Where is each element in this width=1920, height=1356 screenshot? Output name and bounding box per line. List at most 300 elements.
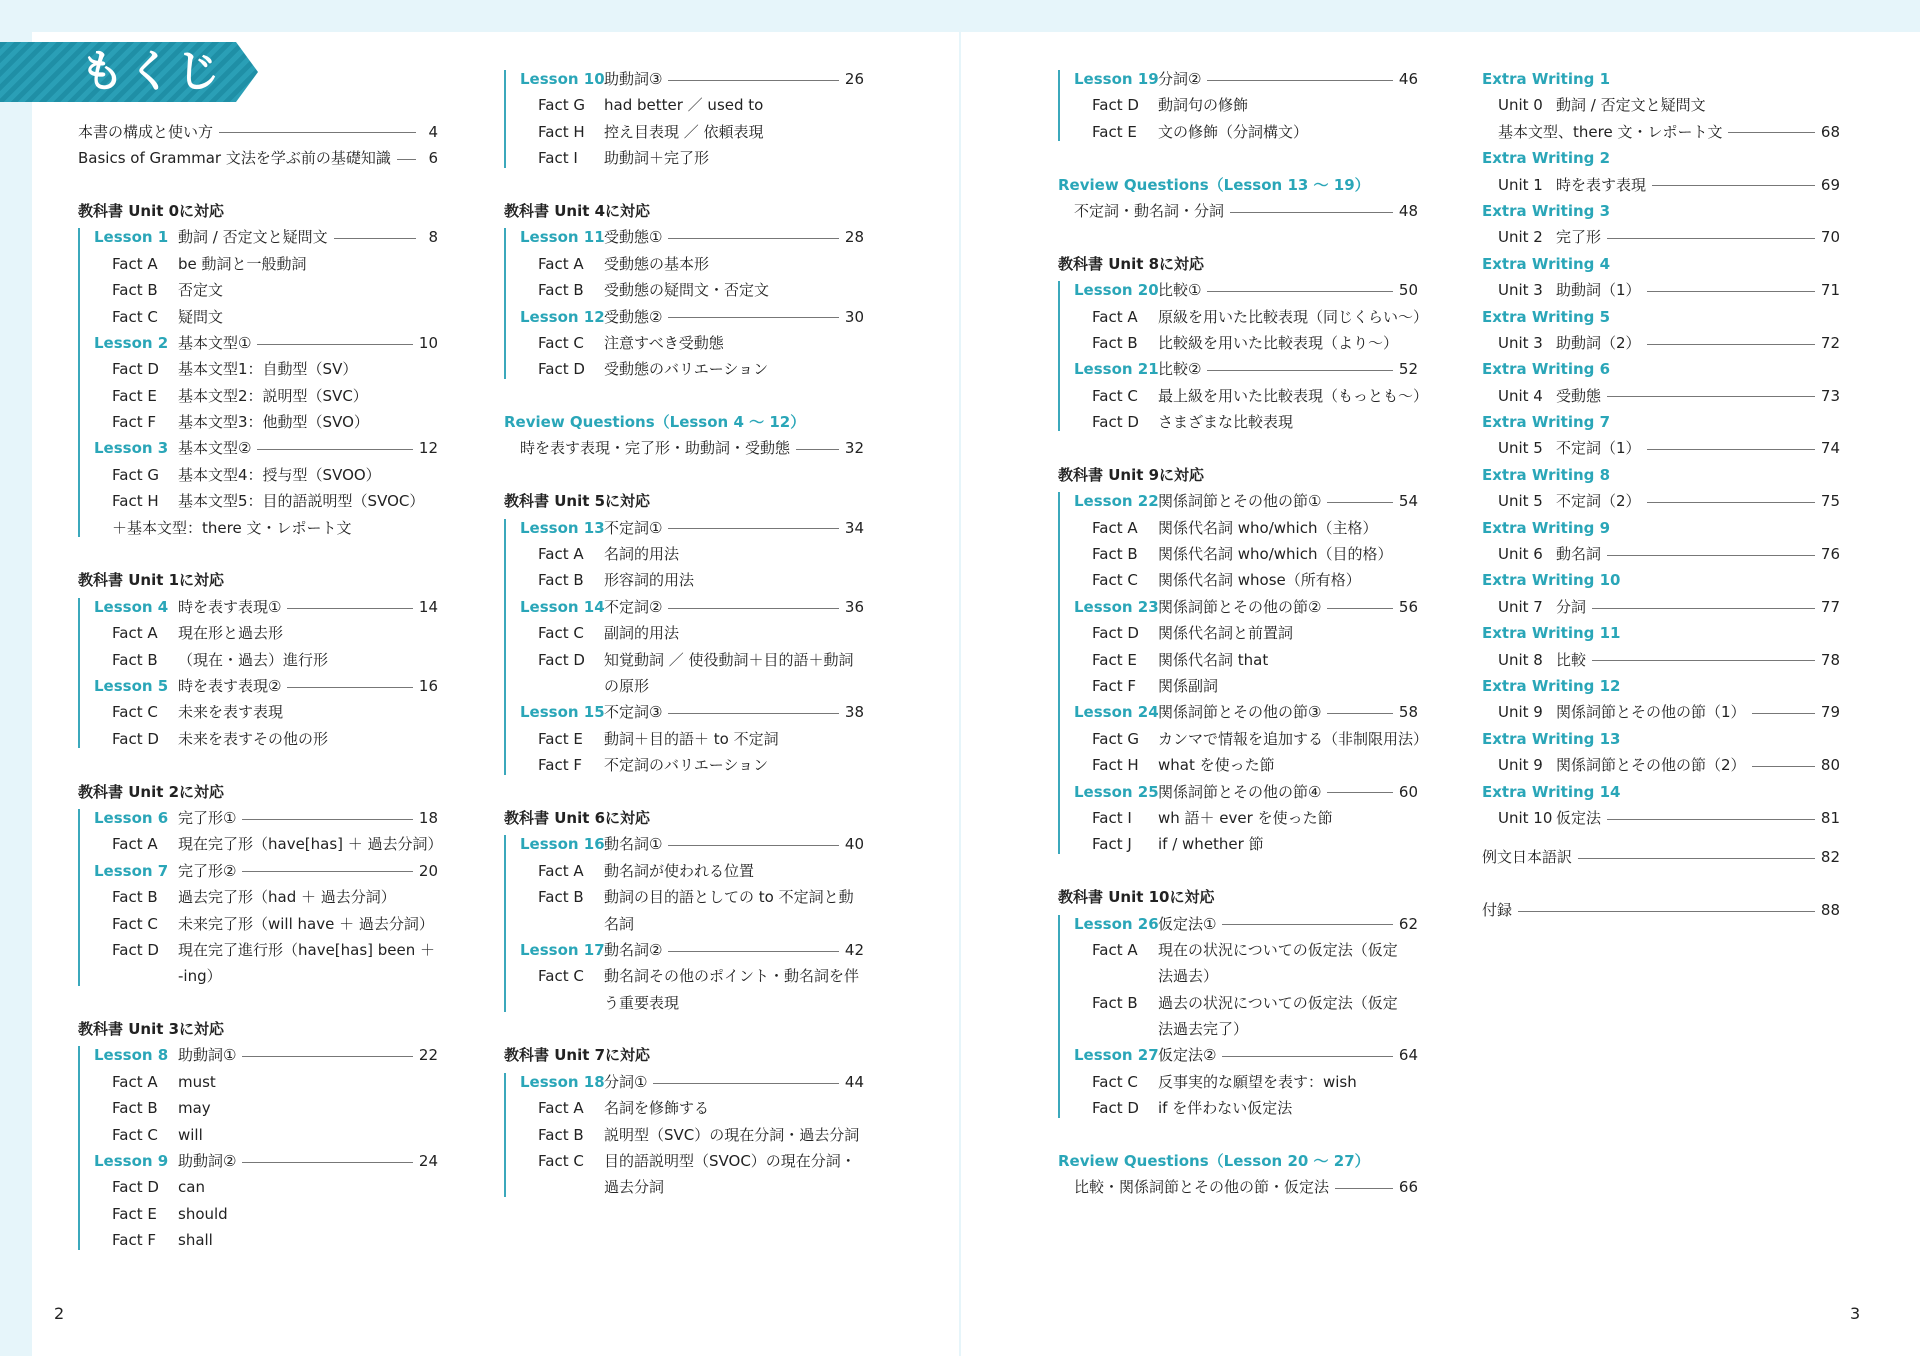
extra-writing-heading[interactable] [1482, 304, 1840, 330]
fact-continuation: 過去分詞 [604, 1178, 665, 1197]
extra-writing-heading[interactable] [1482, 409, 1840, 435]
toc-entry-lesson[interactable] [1058, 699, 1418, 725]
extra-label: Extra Writing 3 [1482, 201, 1611, 220]
review-title: Review Questions（Lesson 20 ～ 27） [1058, 1152, 1370, 1171]
unit-title: 時を表す表現 [1556, 175, 1647, 194]
fact-item [504, 858, 864, 884]
fact-item [78, 937, 438, 963]
unit-section [1058, 277, 1429, 435]
lesson-title: 比較② [1158, 360, 1202, 379]
fact-text: 動名詞その他のポイント・動名詞を伴 [604, 967, 860, 986]
toc-entry-review[interactable] [504, 435, 864, 461]
toc-entry-lesson[interactable] [1058, 488, 1418, 514]
extra-label: Extra Writing 5 [1482, 307, 1611, 326]
unit-label: Unit 10 [1498, 808, 1553, 827]
lesson-title: 基本文型① [178, 333, 252, 352]
unit-label: Unit 3 [1498, 281, 1543, 300]
fact-text: 関係代名詞と前置詞 [1158, 624, 1294, 643]
unit-title: 不定詞（1） [1556, 439, 1641, 458]
extra-label: Extra Writing 12 [1482, 676, 1621, 695]
entry-text: Basics of Grammar 文法を学ぶ前の基礎知識 [78, 149, 391, 168]
page-number-left: 2 [54, 1304, 65, 1323]
fact-item [78, 647, 438, 673]
fact-item [504, 1095, 864, 1121]
fact-text: 関係副詞 [1158, 676, 1219, 695]
toc-entry-lesson[interactable] [504, 1069, 864, 1095]
fact-continuation: 法過去完了） [1158, 1020, 1249, 1039]
unit-section [504, 831, 864, 1016]
fact-item [78, 304, 438, 330]
toc-entry-lesson[interactable] [1058, 1042, 1418, 1068]
unit-label: Unit 0 [1498, 96, 1543, 115]
lesson-title: 完了形① [178, 808, 237, 827]
fact-label: Fact G [538, 96, 585, 115]
page-number: 79 [1820, 703, 1840, 722]
lesson-title: 関係詞節とその他の節④ [1158, 782, 1322, 801]
fact-label: Fact A [112, 835, 158, 854]
entry-text: 例文日本語訳 [1482, 848, 1573, 867]
lesson-label: Lesson 9 [94, 1152, 169, 1171]
lesson-title: 動名詞① [604, 835, 663, 854]
toc-entry-lesson[interactable] [78, 1042, 438, 1068]
extra-label: Extra Writing 2 [1482, 149, 1611, 168]
review-heading[interactable] [504, 409, 864, 435]
toc-entry-basics[interactable] [78, 145, 438, 171]
fact-label: Fact D [538, 650, 585, 669]
toc-entry-lesson[interactable] [1058, 66, 1418, 92]
toc-entry-extra[interactable] [1482, 435, 1840, 461]
fact-label: Fact F [112, 413, 156, 432]
review-heading[interactable] [1058, 1148, 1418, 1174]
unit-label: Unit 7 [1498, 597, 1543, 616]
toc-entry-extra[interactable] [1482, 277, 1840, 303]
toc-entry-review[interactable] [1058, 1174, 1418, 1200]
toc-entry-lesson[interactable] [78, 858, 438, 884]
page-number: 14 [418, 597, 438, 616]
fact-item [1058, 752, 1418, 778]
toc-entry-extra[interactable] [1482, 541, 1840, 567]
toc-entry-extra[interactable] [1482, 647, 1840, 673]
toc-entry-extra[interactable] [1482, 752, 1840, 778]
extra-label: Extra Writing 7 [1482, 413, 1611, 432]
page-number: 48 [1398, 201, 1418, 220]
fact-label: Fact C [112, 703, 158, 722]
extra-writing-heading[interactable] [1482, 726, 1840, 752]
toc-entry-lesson[interactable] [504, 937, 864, 963]
page-number: 58 [1398, 703, 1418, 722]
lesson-title: 関係詞節とその他の節② [1158, 597, 1322, 616]
review-text: 不定詞・動名詞・分詞 [1074, 201, 1225, 220]
toc-entry-lesson[interactable] [1058, 779, 1418, 805]
extra-label: Extra Writing 10 [1482, 571, 1621, 590]
fact-label: Fact I [1092, 808, 1132, 827]
lesson-title: 関係詞節とその他の節③ [1158, 703, 1322, 722]
sub-item: ＋基本文型：there 文・レポート文 [112, 518, 352, 537]
lesson-title: 分詞① [604, 1072, 648, 1091]
extra-writing-heading[interactable] [1482, 462, 1840, 488]
toc-entry-extra[interactable] [1482, 699, 1840, 725]
toc-entry-extra[interactable] [1482, 330, 1840, 356]
fact-item [504, 277, 864, 303]
fact-text: 動詞＋目的語＋ to 不定詞 [604, 729, 779, 748]
fact-item [1058, 1069, 1418, 1095]
fact-label: Fact D [1092, 1099, 1139, 1118]
lesson-title: 不定詞③ [604, 703, 663, 722]
fact-text: 基本文型4：授与型（SVOO） [178, 465, 381, 484]
lesson-label: Lesson 18 [520, 1072, 605, 1091]
toc-entry-lesson[interactable] [504, 699, 864, 725]
unit-heading: 教科書 Unit 3に対応 [78, 1020, 225, 1039]
lesson-label: Lesson 11 [520, 228, 605, 247]
fact-text: （現在・過去）進行形 [178, 650, 329, 669]
toc-column-3 [1058, 66, 1429, 1201]
extra-writing-heading[interactable] [1482, 567, 1840, 593]
fact-item [504, 752, 864, 778]
fact-text: 控え目表現 ／ 依頼表現 [604, 122, 764, 141]
toc-entry-extra[interactable] [1482, 594, 1840, 620]
fact-text: 反事実的な願望を表す：wish [1158, 1072, 1357, 1091]
extra-label: Extra Writing 1 [1482, 70, 1611, 88]
page-number: 40 [844, 835, 864, 854]
toc-entry-extra[interactable] [1482, 383, 1840, 409]
unit-title: 完了形 [1556, 228, 1602, 247]
fact-text: 現在の状況についての仮定法（仮定 [1158, 940, 1398, 959]
lesson-label: Lesson 13 [520, 518, 605, 537]
fact-text: 否定文 [178, 281, 224, 300]
fact-label: Fact F [112, 1231, 156, 1250]
fact-item [1058, 304, 1429, 330]
fact-text: 現在完了形（have[has] ＋ 過去分詞） [178, 835, 443, 854]
page-number: 78 [1820, 650, 1840, 669]
page-number: 56 [1398, 597, 1418, 616]
fact-label: Fact D [112, 729, 159, 748]
page-number: 88 [1820, 901, 1840, 920]
page-number-right: 3 [1850, 1304, 1861, 1323]
fact-item [78, 1122, 438, 1148]
unit-label: Unit 9 [1498, 703, 1543, 722]
unit-heading: 教科書 Unit 2に対応 [78, 782, 225, 801]
extra-writing-heading[interactable] [1482, 779, 1840, 805]
fact-label: Fact B [112, 650, 158, 669]
unit-label: Unit 8 [1498, 650, 1543, 669]
fact-text: 説明型（SVC）の現在分詞・過去分詞 [604, 1125, 860, 1144]
fact-label: Fact H [112, 492, 159, 511]
fact-item [504, 963, 864, 989]
fact-text: 基本文型5：目的語説明型（SVOC） [178, 492, 425, 511]
page-title: もくじ [80, 46, 224, 97]
lesson-label: Lesson 10 [520, 70, 605, 88]
review-text: 比較・関係詞節とその他の節・仮定法 [1074, 1178, 1330, 1197]
toc-entry-lesson[interactable] [78, 1148, 438, 1174]
fact-item [78, 831, 443, 857]
extra-writing-heading[interactable] [1482, 198, 1840, 224]
fact-item [504, 1148, 864, 1174]
lesson-label: Lesson 5 [94, 676, 169, 695]
fact-label: Fact H [538, 122, 585, 141]
fact-text: 不定詞のバリエーション [604, 756, 769, 775]
unit-heading: 教科書 Unit 9に対応 [1058, 465, 1205, 484]
page-number: 52 [1398, 360, 1418, 379]
extra-label: Extra Writing 4 [1482, 254, 1611, 273]
fact-continuation: う重要表現 [604, 993, 680, 1012]
page-number: 30 [844, 307, 864, 326]
fact-text: 形容詞的用法 [604, 571, 695, 590]
extra-writing-heading[interactable] [1482, 251, 1840, 277]
review-text: 時を表す表現・完了形・助動詞・受動態 [520, 439, 791, 458]
toc-entry-reibun[interactable] [1482, 844, 1840, 870]
fact-label: Fact C [538, 333, 584, 352]
fact-item [1058, 805, 1418, 831]
fact-label: Fact C [538, 624, 584, 643]
fact-item [1058, 1095, 1418, 1121]
fact-item [78, 277, 438, 303]
fact-text: 過去完了形（had ＋ 過去分詞） [178, 888, 396, 907]
fact-item [1058, 990, 1418, 1016]
page-number: 46 [1398, 70, 1418, 88]
fact-text: 受動態の基本形 [604, 254, 710, 273]
unit-label: Unit 2 [1498, 228, 1543, 247]
fact-item [504, 251, 864, 277]
fact-item [78, 488, 438, 514]
lesson-title: 助動詞③ [604, 70, 663, 88]
toc-entry-lesson[interactable] [504, 515, 864, 541]
fact-text: 目的語説明型（SVOC）の現在分詞・ [604, 1152, 856, 1171]
fact-text: should [178, 1204, 228, 1223]
unit-title: 関係詞節とその他の節（2） [1556, 756, 1746, 775]
review-title: Review Questions（Lesson 4 ～ 12） [504, 413, 806, 432]
fact-item [1058, 937, 1418, 963]
fact-label: Fact B [538, 571, 584, 590]
toc-entry-lesson[interactable] [1058, 356, 1418, 382]
fact-continuation: の原形 [604, 676, 650, 695]
fact-text: 受動態のバリエーション [604, 360, 769, 379]
extra-unit-row [1482, 92, 1840, 118]
toc-entry-lesson[interactable] [504, 304, 864, 330]
fact-item [1058, 541, 1418, 567]
page-number: 10 [418, 333, 438, 352]
lesson-title: 分詞② [1158, 70, 1202, 88]
fact-text: 助動詞＋完了形 [604, 149, 710, 168]
toc-entry-lesson[interactable] [504, 594, 864, 620]
fact-label: Fact E [1092, 122, 1137, 141]
lesson-title: 助動詞② [178, 1152, 237, 1171]
fact-label: Fact C [1092, 386, 1138, 405]
fact-label: Fact D [1092, 624, 1139, 643]
lesson-title: 不定詞② [604, 597, 663, 616]
fact-item [78, 1069, 438, 1095]
unit-section [504, 224, 864, 382]
toc-entry-review[interactable] [1058, 198, 1418, 224]
fact-label: Fact B [1092, 545, 1138, 564]
lesson-title: 受動態① [604, 228, 663, 247]
fact-label: Fact G [1092, 729, 1139, 748]
page-number: 66 [1398, 1178, 1418, 1197]
fact-label: Fact A [112, 254, 158, 273]
fact-item [1058, 383, 1429, 409]
fact-text: 受動態の疑問文・否定文 [604, 281, 770, 300]
fact-item [504, 92, 864, 118]
lesson-label: Lesson 25 [1074, 782, 1159, 801]
unit-label: Unit 1 [1498, 175, 1543, 194]
unit-label: Unit 5 [1498, 439, 1543, 458]
fact-text: must [178, 1072, 216, 1091]
toc-entry-extra[interactable] [1482, 488, 1840, 514]
page-number: 77 [1820, 597, 1840, 616]
extra-label: Extra Writing 14 [1482, 782, 1621, 801]
page-number: 26 [844, 70, 864, 88]
fact-item [1058, 119, 1418, 145]
fact-label: Fact C [112, 307, 158, 326]
fact-label: Fact F [1092, 676, 1136, 695]
lesson-label: Lesson 6 [94, 808, 169, 827]
fact-text: be 動詞と一般動詞 [178, 254, 307, 273]
lesson-title: 仮定法② [1158, 1046, 1217, 1065]
page-number: 80 [1820, 756, 1840, 775]
toc-entry-lesson[interactable] [1058, 911, 1418, 937]
toc-entry-intro[interactable] [78, 119, 438, 145]
toc-entry-extra[interactable] [1482, 119, 1840, 145]
toc-entry-extra[interactable] [1482, 224, 1840, 250]
lesson-label: Lesson 17 [520, 940, 605, 959]
lesson-label: Lesson 15 [520, 703, 605, 722]
fact-label: Fact A [1092, 518, 1138, 537]
fact-label: Fact C [538, 1152, 584, 1171]
fact-text: if / whether 節 [1158, 835, 1264, 854]
fact-item [504, 620, 864, 646]
fact-text: 動詞句の修飾 [1158, 96, 1249, 115]
fact-text: 現在形と過去形 [178, 624, 284, 643]
review-heading[interactable] [1058, 172, 1418, 198]
extra-label: Extra Writing 8 [1482, 465, 1611, 484]
lesson-label: Lesson 4 [94, 597, 169, 616]
toc-entry-lesson[interactable] [1058, 594, 1418, 620]
extra-writing-heading[interactable] [1482, 673, 1840, 699]
fact-label: Fact A [538, 861, 584, 880]
unit-label: Unit 9 [1498, 756, 1543, 775]
fact-text: 副詞的用法 [604, 624, 680, 643]
toc-entry-lesson[interactable] [78, 330, 438, 356]
toc-entry-lesson[interactable] [504, 831, 864, 857]
extra-writing-heading[interactable] [1482, 66, 1840, 92]
fact-continuation: 名詞 [604, 914, 635, 933]
page-number: 44 [844, 1072, 864, 1091]
fact-label: Fact D [112, 940, 159, 959]
unit-section [504, 515, 864, 779]
unit-title: 動名詞 [1556, 545, 1602, 564]
fact-label: Fact E [112, 1204, 157, 1223]
page-number: 73 [1820, 386, 1840, 405]
page-number: 12 [418, 439, 438, 458]
fact-item [78, 356, 438, 382]
page-number: 71 [1820, 281, 1840, 300]
fact-item [1058, 620, 1418, 646]
unit-section [78, 594, 438, 752]
fact-item [504, 330, 864, 356]
unit-section [1058, 488, 1429, 857]
fact-item [78, 620, 438, 646]
fact-text: 関係代名詞 that [1158, 650, 1269, 669]
page-number: 76 [1820, 545, 1840, 564]
fact-item [504, 356, 864, 382]
page-number: 68 [1820, 122, 1840, 141]
unit-heading: 教科書 Unit 4に対応 [504, 201, 651, 220]
extra-writing-heading[interactable] [1482, 515, 1840, 541]
page-number: 50 [1398, 281, 1418, 300]
unit-label: Unit 5 [1498, 492, 1543, 511]
fact-text: may [178, 1099, 211, 1118]
unit-label: Unit 6 [1498, 545, 1543, 564]
toc-entry-furoku[interactable] [1482, 897, 1840, 923]
page-number: 4 [428, 122, 438, 141]
fact-label: Fact B [112, 281, 158, 300]
lesson-label: Lesson 16 [520, 835, 605, 854]
toc-column-1 [78, 66, 443, 1254]
unit-heading: 教科書 Unit 7に対応 [504, 1046, 651, 1065]
extra-writing-heading[interactable] [1482, 356, 1840, 382]
extra-label: Extra Writing 9 [1482, 518, 1611, 537]
unit-title: 分詞 [1556, 597, 1587, 616]
page-number: 38 [844, 703, 864, 722]
fact-label: Fact E [538, 729, 583, 748]
toc-entry-lesson[interactable] [78, 224, 438, 250]
fact-label: Fact C [1092, 1072, 1138, 1091]
lesson-title: 受動態② [604, 307, 663, 326]
extra-writing-heading[interactable] [1482, 620, 1840, 646]
fact-label: Fact E [112, 386, 157, 405]
fact-item [1058, 567, 1418, 593]
toc-entry-lesson[interactable] [78, 805, 438, 831]
toc-entry-extra[interactable] [1482, 172, 1840, 198]
toc-entry-lesson[interactable] [1058, 277, 1418, 303]
toc-entry-lesson[interactable] [78, 435, 438, 461]
fact-item [504, 647, 864, 673]
fact-item [504, 726, 864, 752]
toc-entry-lesson[interactable] [504, 224, 864, 250]
entry-text: 本書の構成と使い方 [78, 122, 214, 141]
fact-item [1058, 515, 1418, 541]
unit-section [1058, 911, 1418, 1122]
toc-entry-lesson[interactable] [504, 66, 864, 92]
extra-writing-heading[interactable] [1482, 145, 1840, 171]
fact-label: Fact A [112, 624, 158, 643]
page-number: 74 [1820, 439, 1840, 458]
page-number: 62 [1398, 914, 1418, 933]
fact-label: Fact B [538, 1125, 584, 1144]
fact-text: wh 語＋ ever を使った節 [1158, 808, 1333, 827]
fact-text: 関係代名詞 who/which（主格） [1158, 518, 1378, 537]
lesson-title: 比較① [1158, 281, 1202, 300]
unit-section [504, 66, 864, 172]
page-number: 24 [418, 1152, 438, 1171]
extra-label: Extra Writing 6 [1482, 360, 1611, 379]
fact-text: 動名詞が使われる位置 [604, 861, 755, 880]
fact-label: Fact C [112, 1125, 158, 1144]
fact-label: Fact H [1092, 756, 1139, 775]
toc-entry-lesson[interactable] [78, 594, 438, 620]
unit-heading: 教科書 Unit 6に対応 [504, 808, 651, 827]
lesson-label: Lesson 19 [1074, 70, 1159, 88]
lesson-label: Lesson 2 [94, 333, 169, 352]
page-number: 82 [1820, 848, 1840, 867]
fact-item [78, 1227, 438, 1253]
fact-item [78, 462, 438, 488]
toc-entry-extra[interactable] [1482, 805, 1840, 831]
lesson-title: 助動詞① [178, 1046, 237, 1065]
fact-label: Fact C [112, 914, 158, 933]
toc-entry-lesson[interactable] [78, 673, 438, 699]
fact-item [1058, 647, 1418, 673]
fact-text: 関係代名詞 whose（所有格） [1158, 571, 1361, 590]
